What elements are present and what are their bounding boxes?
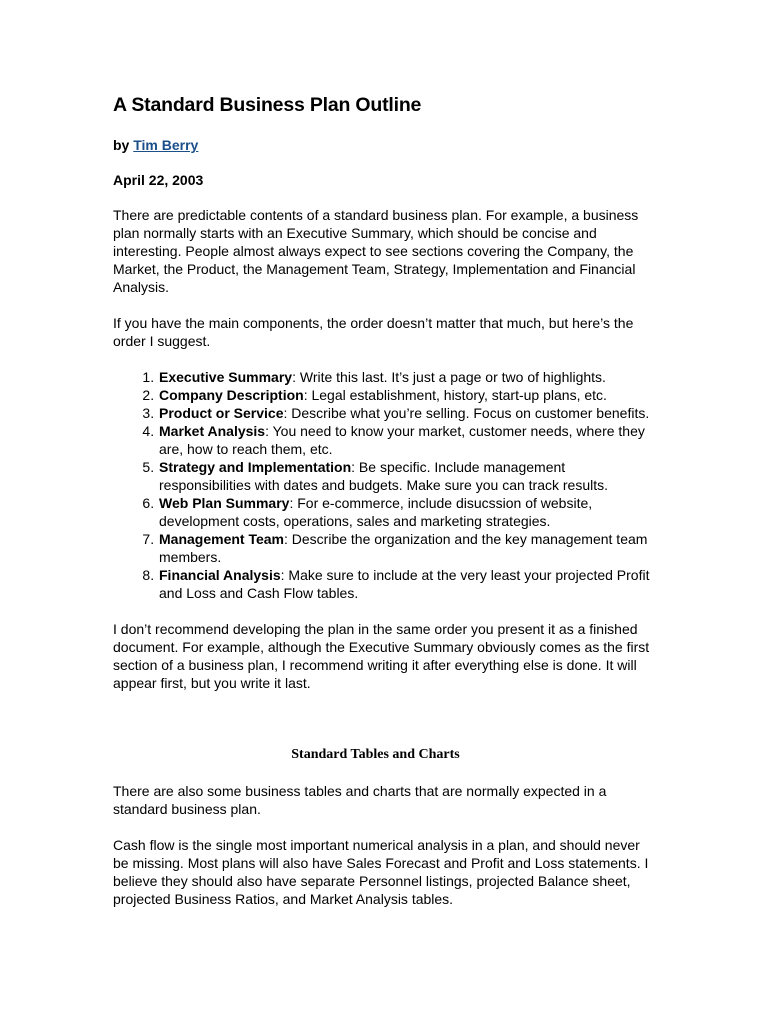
order-note-paragraph: If you have the main components, the order doesn’t matter that much, but here’s the order I suggest. [113, 315, 634, 349]
list-item [158, 422, 658, 458]
list-item-term: Financial Analysis [159, 567, 281, 583]
list-item-desc: : For e-commerce, include disucssion of website, development costs, operations, sales and marketing strategies. [159, 495, 593, 529]
list-item-desc: : You need to know your market, customer needs, where they are, how to reach them, etc. [159, 423, 645, 457]
list-item-desc: : Describe the organization and the key management team members. [159, 531, 648, 565]
cash-flow-paragraph: Cash flow is the single most important numerical analysis in a plan, and should never be missing. Most plans will also have Sales Forecast and Profit and Loss statements. I believe they should also have separate Personnel listings, projected Balance sheet, projected Business Ratios, and Market Analysis tables. [113, 837, 649, 907]
list-item-desc: : Write this last. It’s just a page or two of highlights. [292, 369, 606, 385]
list-item [158, 530, 658, 566]
list-item [158, 404, 658, 422]
byline [113, 136, 658, 154]
list-item-term: Strategy and Implementation [159, 459, 352, 475]
intro-paragraph: There are predictable contents of a standard business plan. For example, a business plan normally starts with an Executive Summary, which should be concise and interesting. People almost always expect to see sections covering the Company, the Market, the Product, the Management Team, Strategy, Implementation and Financial Analysis. [113, 207, 639, 295]
tables-intro-paragraph: There are also some business tables and charts that are normally expected in a standard business plan. [113, 783, 607, 817]
list-item [158, 566, 658, 602]
list-item-desc: : Legal establishment, history, start-up plans, etc. [303, 387, 607, 403]
list-item [158, 368, 658, 386]
publish-date: April 22, 2003 [113, 172, 204, 188]
list-item-term: Executive Summary [159, 369, 293, 385]
author-link[interactable]: Tim Berry [133, 137, 199, 153]
list-item-term: Management Team [159, 531, 284, 547]
list-item-term: Market Analysis [159, 423, 266, 439]
by-label: by [113, 137, 130, 153]
list-item [158, 458, 658, 494]
list-item-desc: : Be specific. Include management responsibilities with dates and budgets. Make sure you can track results. [159, 459, 609, 493]
list-item-term: Company Description [159, 387, 304, 403]
article-title: A Standard Business Plan Outline [113, 94, 422, 116]
list-item [158, 386, 658, 404]
list-item-term: Product or Service [159, 405, 284, 421]
outline-list [113, 368, 658, 602]
list-item [158, 494, 658, 530]
list-item-desc: : Make sure to include at the very least your projected Profit and Loss and Cash Flow tables. [159, 567, 650, 601]
recommendation-paragraph: I don’t recommend developing the plan in the same order you present it as a finished document. For example, although the Executive Summary obviously comes as the first section of a business plan, I recommend writing it after everything else is done. It will appear first, but you write it last. [113, 621, 650, 691]
list-item-desc: : Describe what you’re selling. Focus on customer benefits. [283, 405, 650, 421]
section-heading: Standard Tables and Charts [291, 747, 460, 762]
article-body [113, 92, 658, 908]
list-item-term: Web Plan Summary [159, 495, 290, 511]
